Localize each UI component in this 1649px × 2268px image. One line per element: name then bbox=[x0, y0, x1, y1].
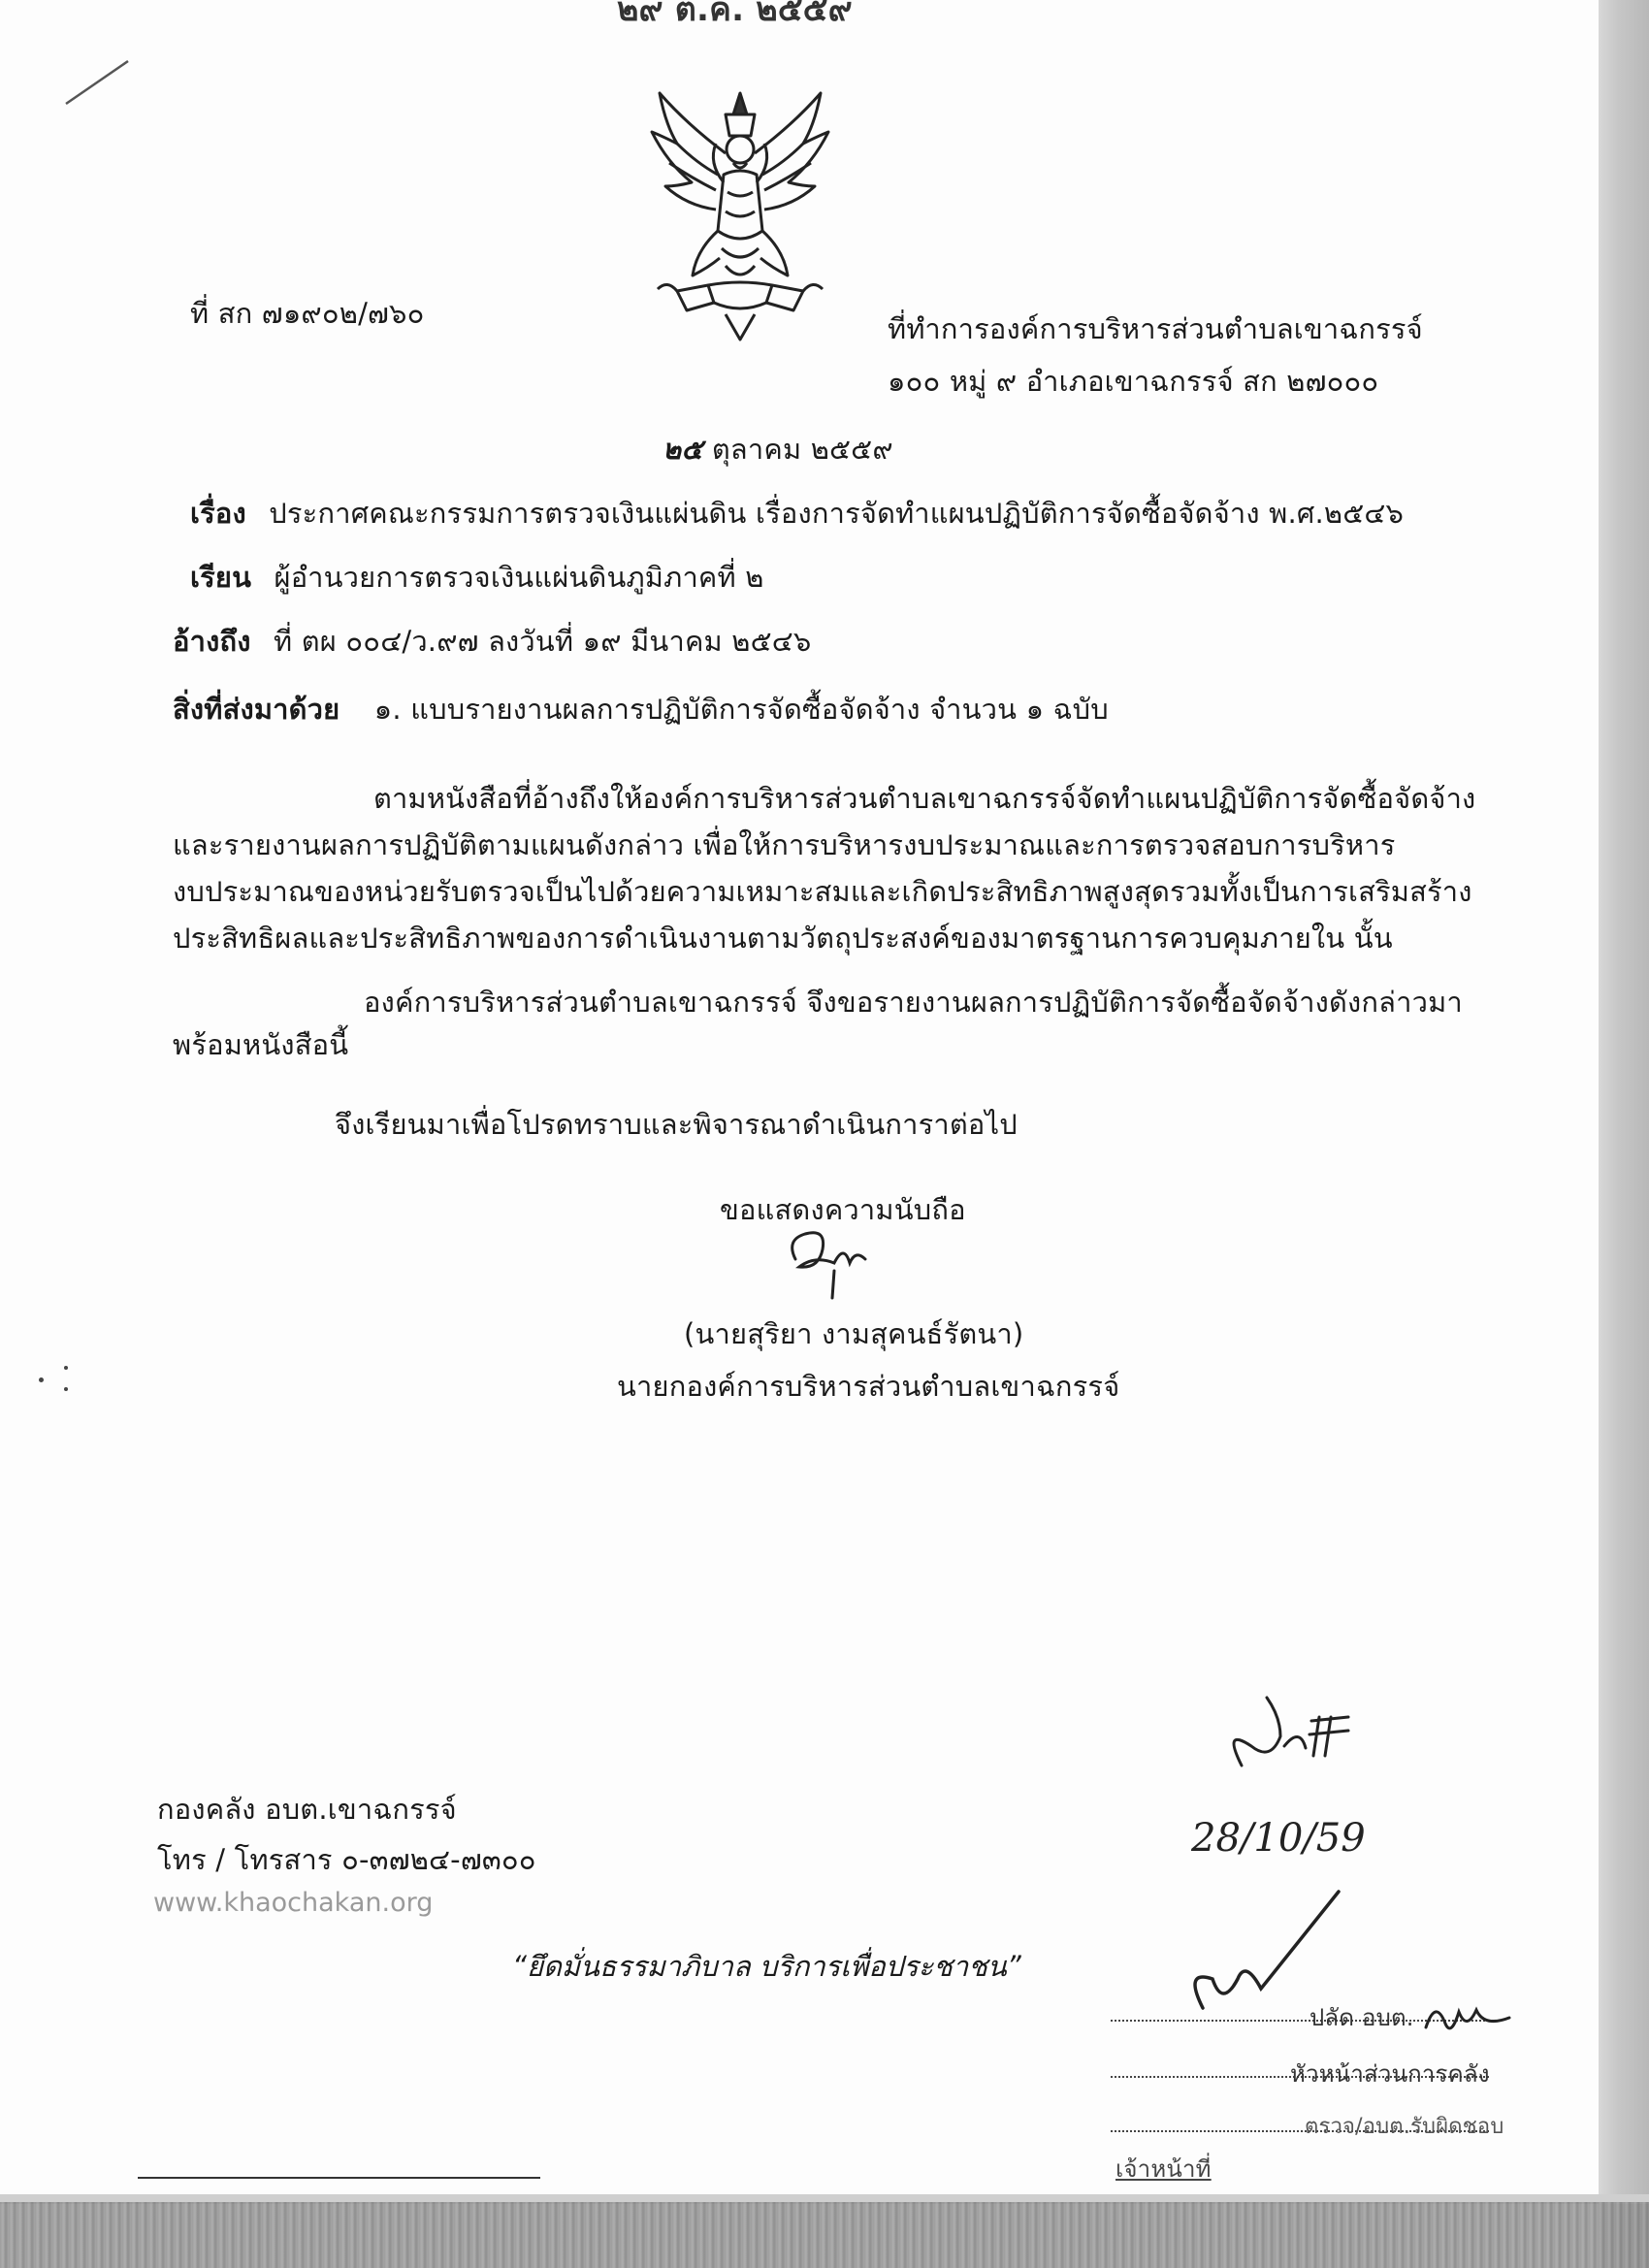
letter-date bbox=[663, 427, 893, 471]
regards: ขอแสดงความนับถือ bbox=[720, 1193, 966, 1226]
approval-line3: ตรวจ/อบต.รับผิดชอบ bbox=[1305, 2115, 1504, 2139]
date-month-year: ตุลาคม ๒๕๕๙ bbox=[702, 433, 893, 466]
header-stamp: ๒๙ ต.ค. ๒๕๕๙ bbox=[617, 0, 853, 29]
motto: “ยึดมั่นธรรมาภิบาล บริการเพื่อประชาชน” bbox=[512, 1950, 1021, 1983]
scan-edge-right bbox=[1599, 0, 1649, 2268]
subject-label: เรื่อง bbox=[190, 497, 246, 530]
subject-text: ประกาศคณะกรรมการตรวจเงินแผ่นดิน เรื่องการจัดทำแผนปฏิบัติการจัดซื้อจัดจ้าง พ.ศ.๒๕๔๖ bbox=[269, 497, 1405, 530]
office-name: ที่ทำการองค์การบริหารส่วนตำบลเขาฉกรรจ์ bbox=[888, 312, 1423, 345]
enclosure-row bbox=[173, 687, 1109, 731]
handwritten-date: 28/10/59 bbox=[1191, 1816, 1366, 1861]
para1-line2: และรายงานผลการปฏิบัติตามแผนดังกล่าว เพื่อให้การบริหารงบประมาณและการตรวจสอบการบริหาร bbox=[173, 828, 1396, 861]
approval-initial-1 bbox=[1416, 1989, 1523, 2047]
approval-line1: ปลัด อบต. bbox=[1310, 2004, 1414, 2031]
para1-line4: ประสิทธิผลและประสิทธิภาพของการดำเนินงานตามวัตถุประสงค์ของมาตรฐานการควบคุมภายใน นั้น bbox=[173, 922, 1393, 955]
margin-dot bbox=[64, 1366, 68, 1370]
para2-line1: องค์การบริหารส่วนตำบลเขาฉกรรจ์ จึงขอรายงานผลการปฏิบัติการจัดซื้อจัดจ้างดังกล่าวมา bbox=[364, 986, 1463, 1019]
approval-line4: เจ้าหน้าที่ bbox=[1116, 2155, 1212, 2183]
ref-text: ที่ ตผ ๐๐๔/ว.๙๗ ลงวันที่ ๑๙ มีนาคม ๒๕๔๖ bbox=[274, 625, 812, 658]
margin-dot bbox=[39, 1377, 44, 1382]
bottom-rule bbox=[138, 2177, 540, 2179]
ref-label: อ้างถึง bbox=[173, 625, 251, 658]
scan-edge-bottom bbox=[0, 2202, 1649, 2268]
para1-line1: ตามหนังสือที่อ้างถึงให้องค์การบริหารส่วนตำบลเขาฉกรรจ์จัดทำแผนปฏิบัติการจัดซื้อจัดจ้าง bbox=[373, 782, 1476, 815]
office-address: ๑๐๐ หมู่ ๙ อำเภอเขาฉกรรจ์ สก ๒๗๐๐๐ bbox=[888, 365, 1379, 398]
signer-title: นายกองค์การบริหารส่วนตำบลเขาฉกรรจ์ bbox=[617, 1370, 1120, 1403]
to-row bbox=[190, 555, 764, 599]
doc-number: ที่ สก ๗๑๙๐๒/๗๖๐ bbox=[190, 297, 425, 330]
closing-line: จึงเรียนมาเพื่อโปรดทราบและพิจารณาดำเนินการาต่อไป bbox=[335, 1108, 1018, 1141]
para2-line2: พร้อมหนังสือนี้ bbox=[173, 1028, 349, 1061]
signer-name: (นายสุริยา งามสุคนธ์รัตนา) bbox=[684, 1317, 1024, 1350]
date-day: ๒๕ bbox=[663, 433, 703, 466]
enclosure-text: ๑. แบบรายงานผลการปฏิบัติการจัดซื้อจัดจ้าง จำนวน ๑ ฉบับ bbox=[373, 693, 1109, 726]
footer-dept: กองคลัง อบต.เขาฉกรรจ์ bbox=[157, 1793, 457, 1826]
footer-website: www.khaochakan.org bbox=[153, 1888, 434, 1918]
para1-line3: งบประมาณของหน่วยรับตรวจเป็นไปด้วยความเหมาะสมและเกิดประสิทธิภาพสูงสุดรวมทั้งเป็นการเสริมสร้าง bbox=[173, 875, 1472, 908]
receipt-signature bbox=[1212, 1688, 1377, 1795]
garuda-emblem bbox=[648, 85, 832, 347]
enclosure-label: สิ่งที่ส่งมาด้วย bbox=[173, 693, 340, 726]
pen-mark bbox=[58, 53, 136, 112]
ref-row bbox=[173, 619, 812, 664]
to-text: ผู้อำนวยการตรวจเงินแผ่นดินภูมิภาคที่ ๒ bbox=[274, 561, 764, 594]
to-label: เรียน bbox=[190, 561, 252, 594]
subject-row bbox=[190, 491, 1404, 535]
footer-phone: โทร / โทรสาร ๐-๓๗๒๔-๗๓๐๐ bbox=[157, 1843, 536, 1876]
approval-line2: หัวหน้าส่วนการคลัง bbox=[1290, 2060, 1490, 2088]
signature-mark bbox=[776, 1220, 892, 1308]
margin-dot bbox=[64, 1387, 68, 1391]
